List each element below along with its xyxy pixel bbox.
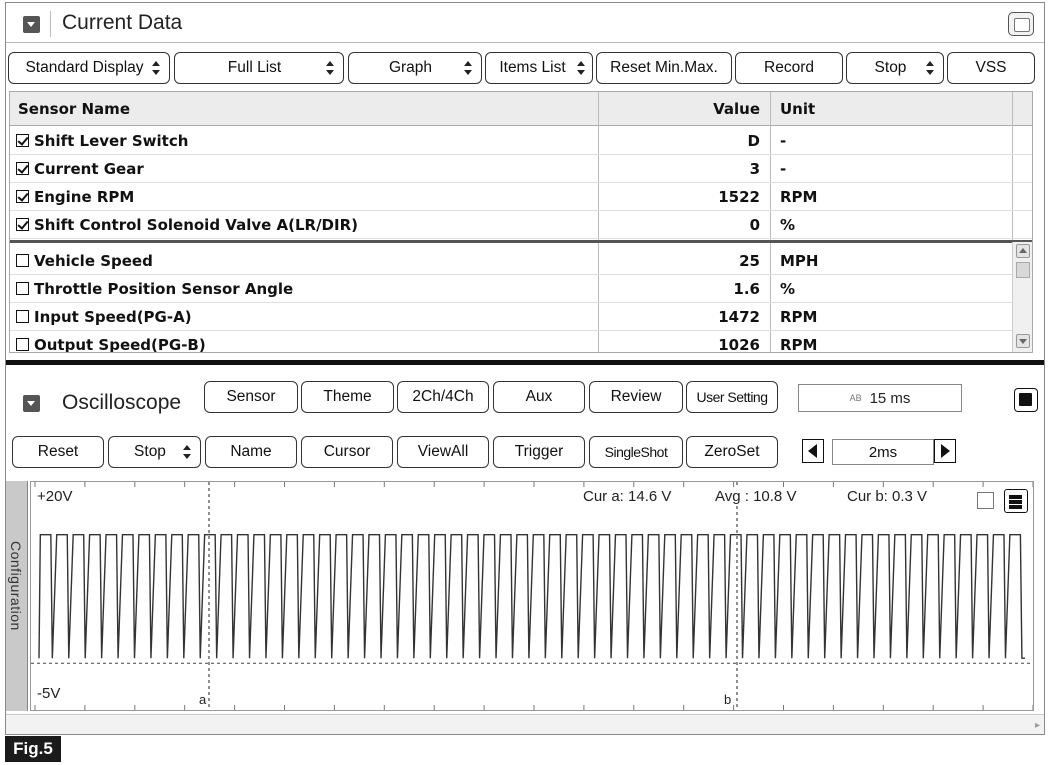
sensor-name: Throttle Position Sensor Angle	[34, 280, 294, 298]
average-readout: Avg : 10.8 V	[715, 488, 797, 505]
sensor-unit: MPH	[780, 252, 819, 270]
sensor-value: D	[747, 132, 760, 150]
record-label: Record	[764, 59, 814, 76]
single-shot-button[interactable]	[589, 436, 683, 468]
waveform-trace	[39, 535, 1025, 659]
scroll-up-icon[interactable]	[1016, 244, 1030, 258]
reset-label: Reset	[37, 443, 79, 460]
stop-dropdown[interactable]	[846, 52, 944, 84]
table-row[interactable]	[10, 127, 1032, 155]
graph-label: Graph	[388, 59, 433, 76]
sensor-button[interactable]	[204, 381, 298, 413]
row-checkbox[interactable]	[16, 338, 29, 351]
record-button[interactable]	[735, 52, 843, 84]
stop-square-icon[interactable]	[1014, 388, 1038, 412]
row-checkbox[interactable]	[16, 282, 29, 295]
maximize-icon[interactable]	[1008, 12, 1034, 36]
row-checkbox[interactable]	[16, 162, 29, 175]
table-row[interactable]	[10, 275, 1032, 303]
2ch-4ch-button[interactable]	[397, 381, 489, 413]
timebase-value[interactable]	[832, 439, 934, 465]
sensor-unit: -	[780, 160, 787, 178]
user-setting-label: User Setting	[696, 389, 768, 405]
full-list-label: Full List	[227, 59, 282, 76]
row-checkbox[interactable]	[16, 254, 29, 267]
name-button[interactable]	[205, 436, 297, 468]
single-shot-label: SingleShot	[604, 444, 668, 460]
auto-scale-checkbox[interactable]	[977, 492, 994, 509]
collapse-icon[interactable]	[23, 16, 40, 33]
sensor-unit: RPM	[780, 336, 818, 353]
table-row[interactable]	[10, 331, 1032, 353]
sort-arrows-icon	[577, 61, 586, 75]
2ch-4ch-label: 2Ch/4Ch	[412, 388, 474, 405]
table-scrollbar[interactable]	[1012, 242, 1032, 352]
theme-label: Theme	[323, 388, 372, 405]
cursor-a-marker: a	[199, 692, 207, 707]
table-row[interactable]	[10, 303, 1032, 331]
cursor-button[interactable]	[301, 436, 393, 468]
sort-arrows-icon	[464, 61, 473, 75]
figure-label: Fig.5	[5, 736, 61, 762]
header-divider	[50, 11, 51, 37]
cursor-label: Cursor	[323, 443, 371, 460]
y-max-label: +20V	[37, 488, 73, 505]
sort-arrows-icon	[326, 61, 335, 75]
sensor-value: 1472	[718, 308, 760, 326]
sensor-unit: %	[780, 280, 796, 298]
theme-button[interactable]	[301, 381, 394, 413]
collapse-icon[interactable]	[23, 395, 40, 412]
table-row[interactable]	[10, 183, 1032, 211]
cursor-b-marker: b	[724, 692, 732, 707]
name-label: Name	[230, 443, 272, 460]
sort-arrows-icon	[926, 61, 935, 75]
user-setting-button[interactable]	[686, 381, 778, 413]
current-data-header	[6, 3, 1044, 43]
aux-button[interactable]	[493, 381, 585, 413]
waveform-canvas	[31, 482, 1033, 710]
full-list-dropdown[interactable]	[174, 52, 344, 84]
reset-min-max-button[interactable]	[596, 52, 732, 84]
sensor-name: Output Speed(PG-B)	[34, 336, 206, 353]
sensor-name: Current Gear	[34, 160, 144, 178]
row-checkbox[interactable]	[16, 134, 29, 147]
configuration-tab[interactable]	[6, 481, 28, 711]
table-row[interactable]	[10, 155, 1032, 183]
zero-set-label: ZeroSet	[704, 443, 760, 460]
sensor-unit: %	[780, 216, 796, 234]
table-row[interactable]	[10, 247, 1032, 275]
time-readout	[798, 384, 962, 412]
trigger-button[interactable]	[493, 436, 585, 468]
zero-set-button[interactable]	[686, 436, 778, 468]
timebase-label: 2ms	[868, 443, 898, 461]
vss-label: VSS	[975, 59, 1007, 76]
review-button[interactable]	[589, 381, 683, 413]
view-all-label: ViewAll	[417, 443, 469, 460]
scroll-right-icon[interactable]: ▸	[1034, 720, 1040, 731]
table-header	[10, 92, 1032, 126]
sensor-unit: RPM	[780, 308, 818, 326]
panel-splitter[interactable]	[6, 360, 1044, 365]
arrow-right-icon[interactable]	[934, 439, 956, 463]
sensor-name: Shift Lever Switch	[34, 132, 189, 150]
col-sensor-name[interactable]: Sensor Name	[18, 100, 130, 118]
sensor-value: 1.6	[733, 280, 760, 298]
stop-label: Stop	[874, 59, 907, 76]
y-min-label: -5V	[37, 685, 61, 702]
trigger-label: Trigger	[514, 443, 564, 460]
horizontal-scrollbar[interactable]	[6, 714, 1044, 735]
sensor-value: 3	[749, 160, 760, 178]
row-checkbox[interactable]	[16, 218, 29, 231]
cursor-a-readout: Cur a: 14.6 V	[583, 488, 672, 505]
items-list-dropdown[interactable]	[485, 52, 593, 84]
scope-stop-dropdown[interactable]	[108, 436, 201, 468]
sensor-name: Engine RPM	[34, 188, 135, 206]
app-window	[5, 2, 1045, 735]
configuration-label: Configuration	[8, 541, 24, 631]
cursor-b-readout: Cur b: 0.3 V	[847, 488, 928, 505]
row-checkbox[interactable]	[16, 310, 29, 323]
row-checkbox[interactable]	[16, 190, 29, 203]
vss-button[interactable]	[947, 52, 1035, 84]
review-label: Review	[610, 388, 662, 405]
view-all-button[interactable]	[397, 436, 489, 468]
col-unit[interactable]: Unit	[780, 100, 816, 118]
scroll-thumb[interactable]	[1016, 262, 1030, 278]
sensor-value: 0	[749, 216, 760, 234]
standard-display-dropdown[interactable]	[8, 52, 170, 84]
graph-dropdown[interactable]	[348, 52, 482, 84]
current-data-title: Current Data	[62, 11, 183, 34]
sensor-table	[9, 91, 1033, 353]
aux-label: Aux	[525, 388, 553, 405]
reset-min-max-label: Reset Min.Max.	[610, 59, 718, 76]
oscilloscope-plot[interactable]	[30, 481, 1034, 711]
group-separator	[10, 240, 1032, 243]
arrow-left-icon[interactable]	[802, 439, 824, 463]
table-row[interactable]	[10, 211, 1032, 239]
sensor-value: 1026	[718, 336, 760, 353]
sensor-unit: RPM	[780, 188, 818, 206]
items-list-label: Items List	[499, 59, 566, 76]
reset-button[interactable]	[12, 436, 104, 468]
sensor-name: Shift Control Solenoid Valve A(LR/DIR)	[34, 216, 358, 234]
menu-icon[interactable]	[1004, 489, 1028, 513]
sensor-name: Vehicle Speed	[34, 252, 153, 270]
scroll-down-icon[interactable]	[1016, 334, 1030, 348]
col-value[interactable]: Value	[713, 100, 760, 118]
sort-arrows-icon	[183, 445, 192, 459]
sensor-value: 1522	[718, 188, 760, 206]
oscilloscope-title: Oscilloscope	[62, 391, 182, 414]
sort-arrows-icon	[152, 61, 161, 75]
sensor-value: 25	[739, 252, 760, 270]
time-value: 15 ms	[869, 389, 911, 407]
ab-time-icon: AB	[849, 393, 862, 403]
sensor-name: Input Speed(PG-A)	[34, 308, 192, 326]
scope-stop-label: Stop	[134, 443, 166, 460]
sensor-label: Sensor	[226, 388, 276, 405]
sensor-unit: -	[780, 132, 787, 150]
standard-display-label: Standard Display	[25, 59, 144, 76]
